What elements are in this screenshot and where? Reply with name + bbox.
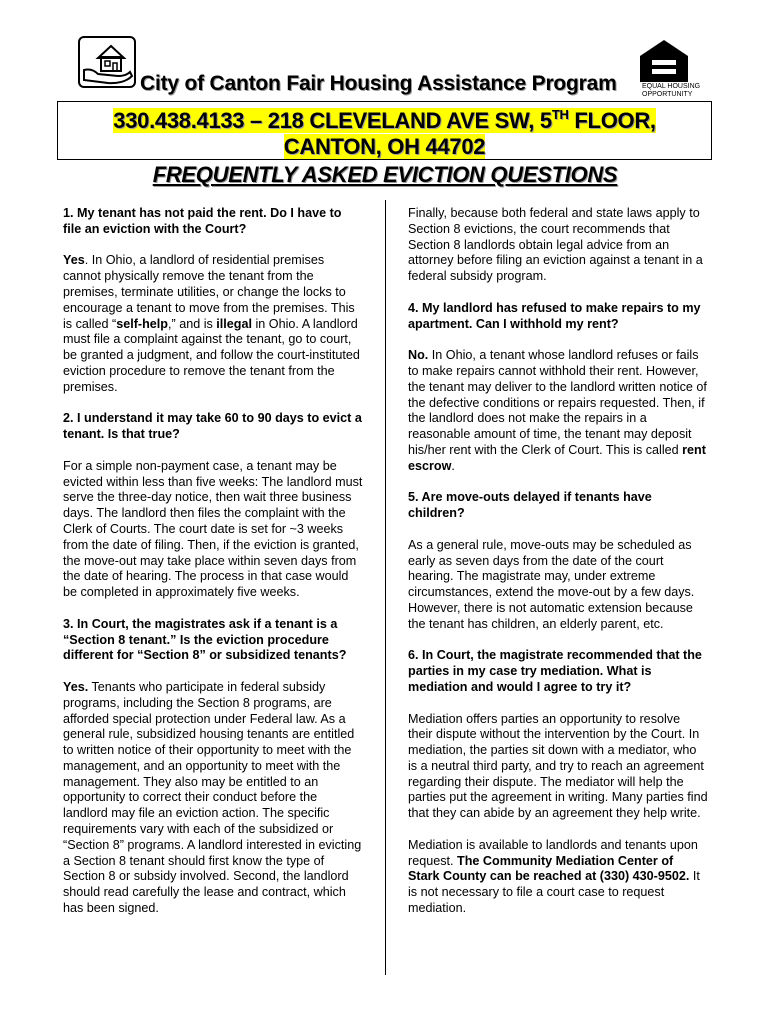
answer-3 [63,680,363,917]
answer-6-part2 [408,838,708,917]
question-1: 1. My tenant has not paid the rent. Do I have to file an eviction with the Court? [63,206,342,236]
answer-6-start: Mediation is available to landlords and tenants upon request. [408,837,698,868]
address-line-2 [58,134,711,160]
question-6: 6. In Court, the magistrate recommended that the parties in my case try mediation. What is mediation and would I agree to try it? [408,648,702,694]
right-column [408,206,708,933]
answer-4-part1: In Ohio, a tenant whose landlord refuses or fails to make repairs cannot withhold their rent. However, the tenant may deliver to the landlord written notice of the defective conditions or repairs requested. Then, if the landlord does not make the repairs in a reasonable amount of time, the tenant may deposit his/her rent with the Clerk of Court. This is called [408,348,707,457]
answer-4-part2: . [451,458,455,473]
answer-1-yes: Yes [63,253,85,268]
answer-3-text: Tenants who participate in federal subsidy programs, including the Section 8 programs, are afforded special protection under Federal law. As a general rule, subsidized housing tenants are entitled to written notice of their opportunity to meet with the management, and an opportunity to meet with the management. They also may be entitled to an opportunity to correct their conduct before the landlord may file an eviction action. The specific requirements vary with each of the subsidized or “Section 8” programs. A landlord interested in evicting a Section 8 tenant should first know the type of Section 8 or subsidy involved. Second, the landlord should read carefully the lease and contract, which has been signed. [63,679,362,916]
address-line-1 [58,108,711,134]
answer-4-escrow: rent escrow [408,442,706,473]
org-title: City of Canton Fair Housing Assistance Program [140,72,617,95]
answer-1-illegal: illegal [216,316,252,331]
answer-3-continued: Finally, because both federal and state laws apply to Section 8 evictions, the court recommends that Section 8 landlords obtain legal advice from an attorney before filing an eviction against a tenant in a federal subsidy program. [408,206,703,284]
address-line-2-text: CANTON, OH 44702 [283,134,486,159]
column-divider [385,200,386,975]
answer-6-mediation-contact: The Community Mediation Center of Stark County can be reached at (330) 430-9502. [408,853,690,884]
question-2: 2. I understand it may take 60 to 90 days to evict a tenant. Is that true? [63,411,362,442]
answer-1-part3: in Ohio. A landlord must file a complaint against the tenant, go to court, be granted a judgment, and follow the court-instituted eviction procedure to remove the tenant from the premises. [63,316,360,394]
answer-1-selfhelp: self-help [116,316,168,331]
answer-2: For a simple non-payment case, a tenant may be evicted within less than five weeks: The landlord must serve the three-day notice, then wait three business days. The landlord then files the complaint with the Clerk of Courts. The court date is set for ~3 weeks from the date of filing. Then, if the eviction is granted, the move-out may take place within seven days from the date of hearing. The process in that case would be completed in approximately five weeks. [63,458,363,600]
address-line-1-main: 330.438.4133 – 218 CLEVELAND AVE SW, 5 [113,108,552,133]
question-4: 4. My landlord has refused to make repairs to my apartment. Can I withhold my rent? [408,300,701,331]
answer-5: As a general rule, move-outs may be scheduled as early as seven days from the date of the court hearing. The magistrate may, under extreme circumstances, extend the move-out by a few days. However, there is not automatic extension because the tenant has children, an elderly parent, etc. [408,537,695,631]
faq-title: FREQUENTLY ASKED EVICTION QUESTIONS [152,162,618,187]
left-column [63,206,363,933]
address-line-1-sup: TH [551,107,569,122]
answer-6-end: It is not necessary to file a court case to request mediation. [408,869,700,916]
address-line-1-end: FLOOR, [568,108,656,133]
eho-line1: EQUAL HOUSING [642,83,701,90]
answer-4 [408,348,708,474]
equal-housing-caption [642,83,702,99]
house-in-hand-logo-icon [78,36,136,88]
answer-1-part2: ,” and is [168,316,217,331]
question-3: 3. In Court, the magistrates ask if a tenant is a “Section 8 tenant.” Is the eviction procedure different for “Section 8” or subsidized tenants? [63,616,347,663]
answer-1 [63,253,363,395]
answer-1-part1: . In Ohio, a landlord of residential premises cannot physically remove the tenant from the premises, terminate utilities, or change the locks to encourage a tenant to move from the premises. This is called “ [63,253,355,331]
answer-3-yes: Yes. [63,679,89,694]
question-5: 5. Are move-outs delayed if tenants have children? [408,490,652,521]
eho-line2: OPPORTUNITY [642,91,693,98]
address-box [57,101,712,160]
answer-4-no: No. [408,348,429,363]
answer-6-part1: Mediation offers parties an opportunity to resolve their dispute without the intervention by the Court. In mediation, the parties sit down with a mediator, who is a neutral third party, and try to reach an agreement regarding their dispute. The mediator will help the parties put the agreement in writing. Many parties find that they can abide by an agreement they help write. [408,711,708,821]
